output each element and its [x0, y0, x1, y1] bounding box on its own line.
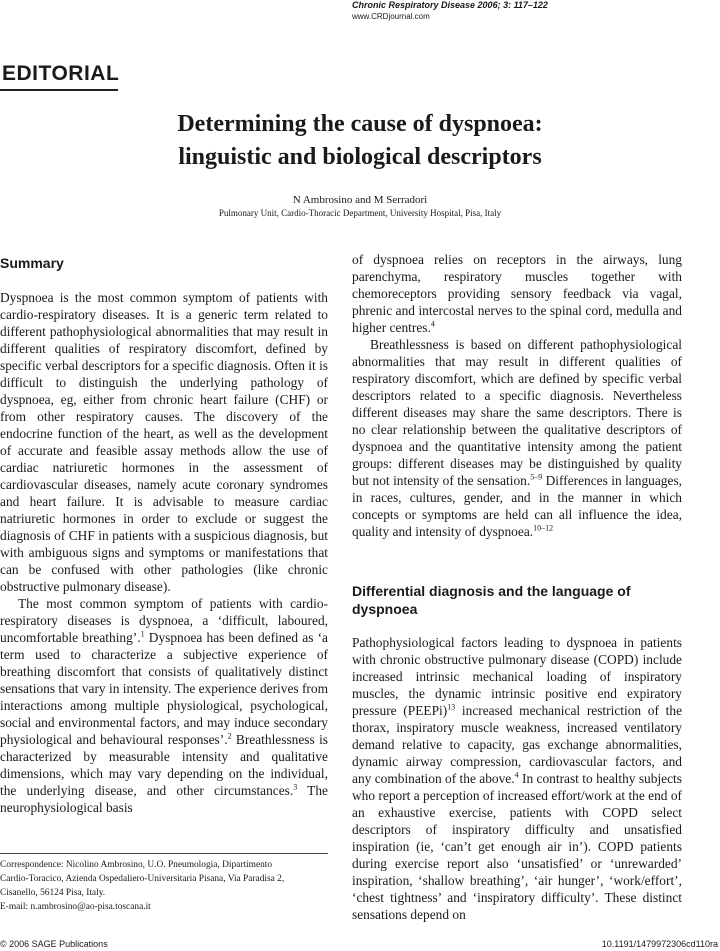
copyright-footer: © 2006 SAGE Publications — [0, 939, 108, 949]
body-paragraph-4: Pathophysiological factors leading to dyspnoea in patients with chronic obstructive pulmonary disease (COPD) include increased intrinsic mechanical loading of inspiratory muscles, the dynamic intrinsic positive end expiratory pressure (PEEPi)$^{13}$ increased mechanical restriction of the thorax, inspiratory muscle weakness, increased ventilatory demand relative to capacity, gas exchange abnormalities, dynamic airway compression, cardiovascular factors, and any combination of the above.$^4$ In contrast to healthy subjects who report a perception of increased effort/work at the end of an exhaustive exercise, patients with COPD select descriptors of inspiratory difficulty and unsatisfied inspiration (ie, ‘can’t get enough air in’). COPD patients during exercise report also ‘unsatisfied’ or ‘unrewarded’ inspiration, ‘shallow breathing’, ‘air hunger’, ‘work/effort’, ‘chest tightness’ and ‘inspiratory difficulty’. These distinct sensations depend on — [352, 635, 683, 922]
summary-heading: Summary — [0, 255, 64, 271]
summary-paragraph: Dyspnoea is the most common symptom of patients with cardio-respiratory diseases. It is a generic term related to different pathophysiological abnormalities that may result in different qualities of respiratory discomfort, defined by specific verbal descriptors for a specific diagnosis. Often it is difficult to distinguish the underlying pathology of dyspnoea, eg, either from chronic heart failure (CHF) or from other respiratory causes. The discovery of the endocrine function of the heart, as well as the development of accurate and feasible assay methods allow the use of cardiac natriuretic hormones in the assessment of cardiovascular diseases, namely acute coronary syndromes and heart failure. It is advisable to measure cardiac natriuretic hormones in order to exclude or suggest the diagnosis of CHF in patients with a suspicious diagnosis, but with ambiguous signs and symptoms or manifestations that can be confused with other pathologies (like chronic obstructive pulmonary disease). — [0, 290, 328, 594]
running-header — [352, 0, 548, 22]
title-line-2: linguistic and biological descriptors — [178, 144, 542, 170]
left-column — [0, 252, 328, 816]
body-paragraph-2: of dyspnoea relies on receptors in the airways, lung parenchyma, respiratory muscles together with chemoreceptors providing sensory feedback via vagal, phrenic and intercostal nerves to the spinal cord, medulla and higher centres.$^4$ — [352, 252, 682, 335]
citation-ref[interactable]: 5–9 — [530, 472, 543, 482]
body-paragraph-3: Breathlessness is based on different pathophysiological abnormalities that may result in different qualities of respiratory discomfort, which are defined by specific verbal descriptors related to a specific diagnosis. Nevertheless different diseases may share the same descriptors. There is no clear relationship between the qualitative descriptors of dyspnoea and the quantitative intensity among the patient groups: different diseases may be distinguished by quality but not intensity of the sensation.$^{5-9}$ Differences in languages, in races, cultures, gender, and in the manner in which concepts or symptoms are held can all influence the idea, quality and intensity of dyspnoea.$^{10-12}$ — [352, 337, 683, 539]
affiliation: Pulmonary Unit, Cardio-Thoracic Department, University Hospital, Pisa, Italy — [218, 208, 502, 218]
citation-ref[interactable]: 13 — [447, 702, 456, 712]
section-rule — [0, 89, 118, 91]
correspondence-footnote: Correspondence: Nicolino Ambrosino, U.O. Pneumologia, Dipartimento Cardio-Toracico, Azienda Ospedaliero-Universitaria Pisana, Via Paradisa 2, Cisanello, 56124 Pisa, Italy. E-mail: n.ambrosino@ao-pisa.toscana.it — [0, 858, 330, 914]
authors: N Ambrosino and M Serradori — [292, 194, 428, 206]
citation-ref[interactable]: 3 — [293, 782, 298, 792]
citation-ref[interactable]: 1 — [140, 629, 145, 639]
body-paragraph-1: The most common symptom of patients with cardio-respiratory diseases is dyspnoea, a ‘difficult, laboured, uncomfortable breathing’.$^1$ Dyspnoea has been defined as ‘a term used to characterize a subjective experience of breathing discomfort that consists of qualitatively distinct sensations that vary in intensity. The experience derives from interactions among multiple physiological, psychological, social and environmental factors, and may induce secondary physiological and behavioural responses’.$^2$ Breathlessness is characterized by measurable intensity and qualitative dimensions, which may vary depending on the individual, the underlying disease, and other circumstances.$^3$ The neurophysiological basis — [0, 596, 328, 815]
footnote-rule — [0, 853, 328, 854]
citation-ref[interactable]: 4 — [514, 770, 519, 780]
differential-diagnosis-heading: Differential diagnosis and the language of dyspnoea — [352, 583, 631, 617]
doi-footer[interactable]: 10.1191/1479972306cd110ra — [601, 939, 718, 949]
right-column — [352, 251, 682, 923]
citation-ref[interactable]: 4 — [430, 319, 435, 329]
correspondence-email[interactable]: E-mail: n.ambrosino@ao-pisa.toscana.it — [0, 902, 151, 912]
citation-ref[interactable]: 10–12 — [533, 523, 554, 533]
section-label: EDITORIAL — [2, 62, 120, 85]
article-title — [0, 108, 720, 174]
journal-url[interactable]: www.CRDjournal.com — [352, 12, 430, 21]
title-line-1: Determining the cause of dyspnoea: — [177, 111, 543, 137]
citation-ref[interactable]: 2 — [227, 731, 232, 741]
journal-citation: Chronic Respiratory Disease 2006; 3: 117–122 — [352, 0, 548, 10]
